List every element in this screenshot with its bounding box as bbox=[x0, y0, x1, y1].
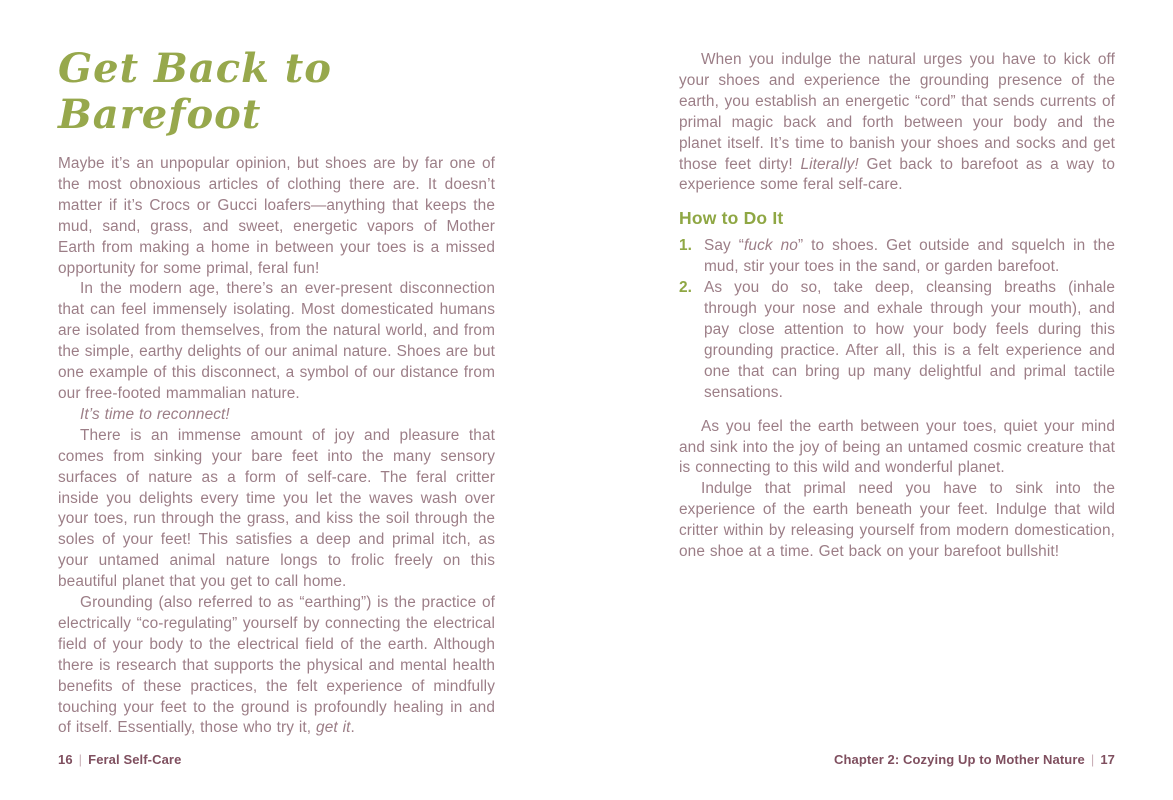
howto-heading: How to Do It bbox=[679, 208, 784, 229]
page-left bbox=[58, 0, 495, 739]
book-title: Feral Self-Care bbox=[88, 752, 182, 767]
text-run: ” to shoes. Get outside and squelch in the mud, stir your toes in the sand, or garden barefoot. bbox=[704, 237, 1115, 276]
page-right bbox=[679, 50, 1115, 563]
paragraph bbox=[679, 50, 1115, 196]
text-run: Say “ bbox=[704, 237, 745, 255]
paragraph bbox=[58, 593, 495, 739]
page-number-left: 16 bbox=[58, 752, 73, 767]
text-run: Get back to barefoot as a way to experience some feral self-care. bbox=[679, 155, 1115, 194]
paragraph bbox=[58, 405, 495, 426]
left-page-body bbox=[58, 154, 495, 739]
chapter-title-footer: Chapter 2: Cozying Up to Mother Nature bbox=[834, 752, 1085, 767]
text-run: Maybe it’s an unpopular opinion, but shoes are by far one of the most obnoxious articles of clothing there are. It doesn’t matter if it’s Crocs or Gucci loafers—anything that keeps the mud, sand, grass, and sweet, energetic vapors of Mother Earth from making a home in between your toes is a missed opportunity for some primal, feral fun! bbox=[58, 155, 495, 277]
text-run: As you feel the earth between your toes, quiet your mind and sink into the joy of being an untamed cosmic creature that is connecting to this wild and wonderful planet. bbox=[679, 417, 1115, 477]
paragraph bbox=[58, 279, 495, 404]
emphasized-text: It’s time to reconnect! bbox=[80, 405, 230, 423]
page-number-right: 17 bbox=[1100, 752, 1115, 767]
text-run: Indulge that primal need you have to sink into the experience of the earth beneath your feet. Indulge that wild critter within by releasing yourself from modern domestication, one shoe at a time. Get back on your barefoot bullshit! bbox=[679, 480, 1115, 561]
paragraph bbox=[679, 417, 1115, 480]
howto-list bbox=[679, 236, 1115, 403]
right-page-closing bbox=[679, 417, 1115, 563]
text-run: Grounding (also referred to as “earthing”) is the practice of electrically “co-regulating” yourself by connecting the electrical field of your body to the electrical field of the earth. Although there is research that supports the physical and mental health benefits of these practices, the felt experience of mindfully touching your feet to the ground is profoundly healing in and of itself. Essentially, those who try it, bbox=[58, 594, 495, 737]
emphasized-text: fuck no bbox=[744, 237, 798, 255]
footer-separator: | bbox=[1090, 752, 1095, 767]
emphasized-text: Literally! bbox=[800, 155, 859, 173]
list-number: 1. bbox=[679, 237, 693, 255]
footer-right bbox=[834, 752, 1115, 767]
list-number: 2. bbox=[679, 279, 693, 297]
paragraph bbox=[58, 426, 495, 593]
text-run: There is an immense amount of joy and pleasure that comes from sinking your bare feet into the many sensory surfaces of nature as a form of self-care. The feral critter inside you delights every time you let the waves wash over your toes, run through the grass, and kiss the soil through the soles of your feet! This satisfies a deep and primal itch, as your untamed animal nature longs to frolic freely on this beautiful planet that you get to call home. bbox=[58, 426, 495, 591]
list-item bbox=[679, 236, 1115, 278]
paragraph bbox=[679, 479, 1115, 563]
text-run: In the modern age, there’s an ever-present disconnection that can feel immensely isolating. Most domesticated humans are isolated from themselves, from the natural world, and from the simple, earthy delights of our animal nature. Shoes are but one example of this disconnect, a symbol of our distance from our free-footed mammalian nature. bbox=[58, 280, 495, 402]
footer-separator: | bbox=[78, 752, 83, 767]
section-title: Get Back to Barefoot bbox=[58, 45, 332, 138]
emphasized-text: get it bbox=[316, 719, 351, 737]
text-run: When you indulge the natural urges you have to kick off your shoes and experience the grounding presence of the earth, you establish an energetic “cord” that sends currents of primal magic back and forth between your body and the planet itself. It’s time to banish your shoes and socks and get those feet dirty! bbox=[679, 51, 1115, 173]
list-item bbox=[679, 278, 1115, 403]
text-run: As you do so, take deep, cleansing breaths (inhale through your nose and exhale through your mouth), and pay close attention to how your body feels during this grounding practice. After all, this is a felt experience and one that can bring up many delightful and primal tactile sensations. bbox=[704, 279, 1115, 401]
paragraph bbox=[58, 154, 495, 279]
footer-left bbox=[58, 752, 181, 767]
text-run: . bbox=[350, 719, 355, 737]
right-page-intro bbox=[679, 50, 1115, 196]
